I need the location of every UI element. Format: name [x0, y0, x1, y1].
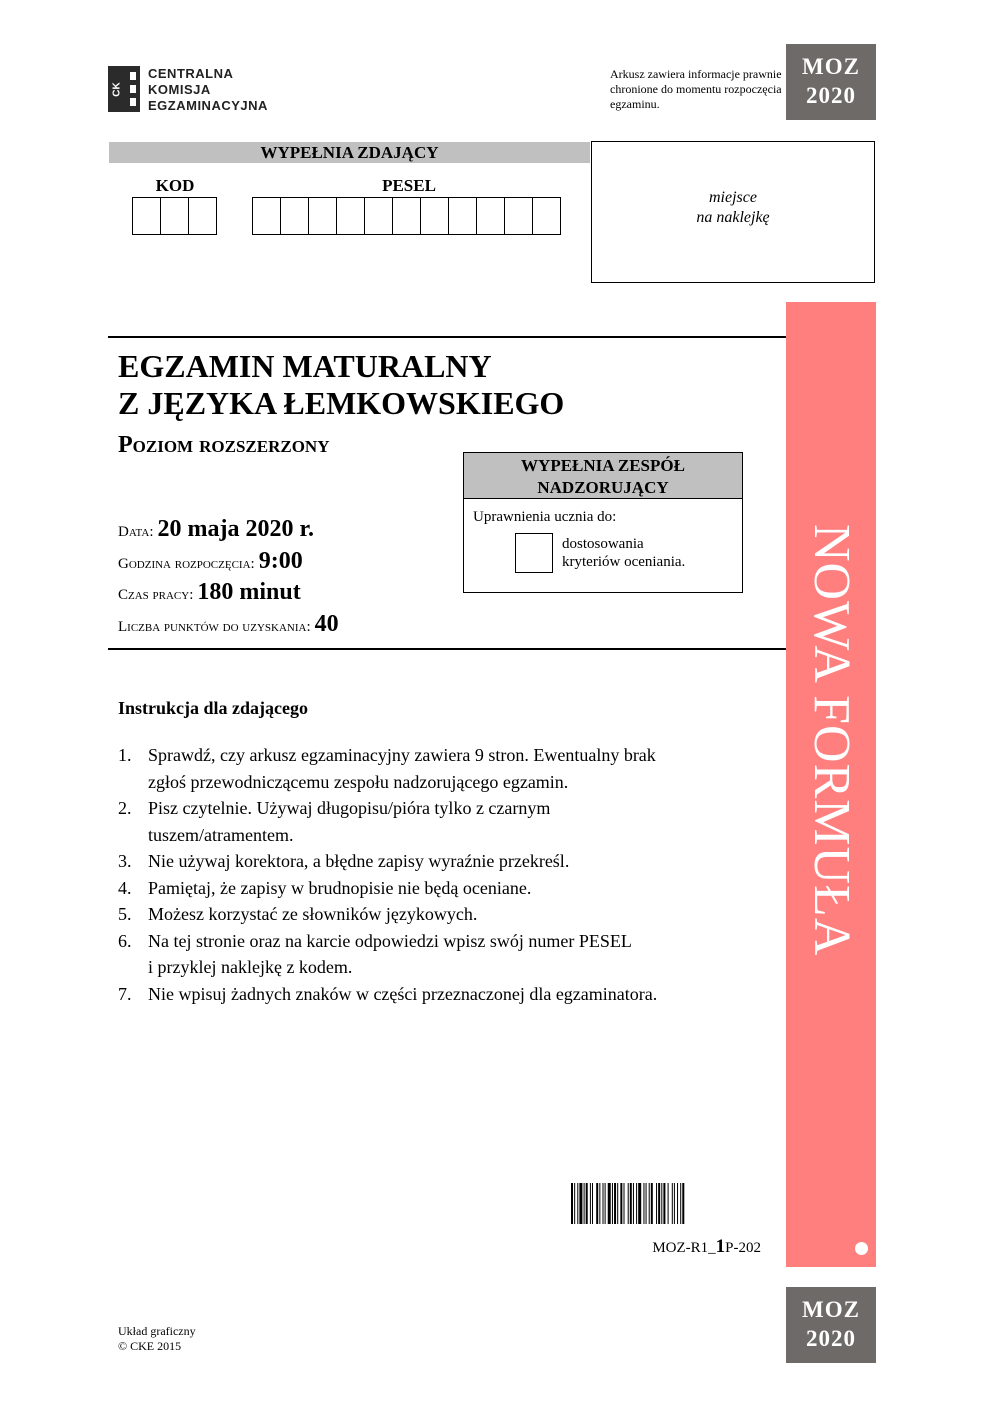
list-item [118, 981, 758, 1008]
item-line: zgłoś przewodniczącemu zespołu nadzorującego egzamin. [148, 771, 569, 792]
exam-code-line1: MOZ [802, 1297, 860, 1322]
pesel-box[interactable] [365, 197, 393, 235]
item-line: Sprawdź, czy arkusz egzaminacyjny zawiera 9 stron. Ewentualny brak [148, 745, 656, 765]
proctor-subtitle: Uprawnienia ucznia do: [473, 509, 617, 525]
pesel-input-boxes[interactable] [252, 197, 561, 235]
logo-line-2: KOMISJA [148, 82, 211, 97]
instructions-title: Instrukcja dla zdającego [118, 698, 308, 718]
exam-start-time [118, 548, 303, 575]
item-number: 6. [118, 930, 132, 951]
sticker-line2: na naklejkę [696, 209, 770, 226]
detail-label: Liczba punktów do uzyskania: [118, 619, 311, 635]
proctor-section-header [464, 453, 742, 499]
code-suffix: P-202 [725, 1240, 761, 1256]
pesel-box[interactable] [337, 197, 365, 235]
kod-label: KOD [155, 176, 195, 195]
footer-line2: © CKE 2015 [118, 1339, 182, 1353]
item-line: Możesz korzystać ze słowników językowych. [148, 904, 478, 924]
pesel-box[interactable] [309, 197, 337, 235]
detail-value: 40 [314, 611, 339, 637]
pesel-box[interactable] [449, 197, 477, 235]
logo-line-3: EGZAMINACYJNA [148, 98, 268, 113]
cke-logo [108, 66, 308, 114]
exam-title-line2: Z JĘZYKA ŁEMKOWSKIEGO [118, 385, 565, 421]
exam-title-line1: EGZAMIN MATURALNY [118, 348, 492, 384]
list-item [118, 848, 758, 875]
footer [118, 1324, 196, 1354]
proctor-section [463, 452, 743, 593]
kod-box[interactable] [189, 197, 217, 235]
item-number: 3. [118, 851, 132, 871]
protected-info-note: Arkusz zawiera informacje prawnie chronione do momentu rozpoczęcia egzaminu. [610, 67, 782, 111]
option-line1: dostosowania [562, 536, 644, 552]
new-formula-band [786, 302, 876, 1267]
item-line: Pamiętaj, że zapisy w brudnopisie nie będą oceniane. [148, 877, 532, 898]
pesel-box[interactable] [421, 197, 449, 235]
title-divider-top [108, 336, 786, 338]
pesel-box[interactable] [533, 197, 561, 235]
pesel-box[interactable] [281, 197, 309, 235]
barcode-code [571, 1236, 761, 1258]
exam-code-line2: 2020 [806, 83, 856, 108]
item-line: Pisz czytelnie. Używaj długopisu/pióra tylko z czarnym [148, 798, 551, 818]
logo-line-1: CENTRALNA [148, 66, 234, 81]
kod-box[interactable] [133, 197, 161, 235]
new-formula-text: NOWA FORMUŁA [803, 524, 860, 957]
pesel-label: PESEL [382, 176, 436, 195]
item-number: 7. [118, 983, 132, 1004]
list-item [118, 875, 758, 902]
sticker-line1: miejsce [709, 189, 757, 206]
logo-mark-text: CK [111, 82, 123, 97]
list-item [118, 928, 758, 981]
proctor-header-line1: WYPEŁNIA ZESPÓŁ [521, 456, 685, 475]
item-line: Nie wpisuj żadnych znaków w części przeznaczonej dla egzaminatora. [148, 983, 658, 1004]
pesel-box[interactable] [505, 197, 533, 235]
exam-level: Poziom rozszerzony [118, 432, 330, 458]
cke-logo-mark [108, 66, 140, 112]
band-dot [855, 1242, 868, 1255]
exam-code-box-bottom [786, 1287, 876, 1363]
proctor-header-line2: NADZORUJĄCY [537, 478, 669, 497]
instructions-list [118, 742, 758, 1007]
adjusted-criteria-checkbox[interactable] [515, 533, 553, 573]
item-number: 1. [118, 745, 132, 765]
pesel-box[interactable] [253, 197, 281, 235]
item-number: 2. [118, 798, 132, 818]
kod-input-boxes[interactable] [132, 197, 217, 235]
item-line: tuszem/atramentem. [148, 824, 294, 845]
barcode [571, 1183, 761, 1224]
detail-label: Data: [118, 524, 154, 540]
exam-points [118, 611, 339, 638]
item-number: 4. [118, 877, 132, 898]
option-line2: kryteriów oceniania. [562, 554, 686, 570]
exam-duration [118, 579, 301, 606]
detail-label: Czas pracy: [118, 587, 194, 603]
exam-code-line2: 2020 [806, 1326, 856, 1351]
exam-title [118, 348, 564, 422]
item-line: Na tej stronie oraz na karcie odpowiedzi wpisz swój numer PESEL [148, 930, 632, 951]
item-line: i przyklej naklejkę z kodem. [148, 957, 353, 977]
exam-date [118, 516, 314, 543]
item-line: Nie używaj korektora, a błędne zapisy wyraźnie przekreśl. [148, 851, 570, 871]
adjusted-criteria-label [562, 535, 685, 571]
exam-code-line1: MOZ [802, 54, 860, 79]
detail-value: 20 maja 2020 r. [157, 516, 314, 542]
kod-box[interactable] [161, 197, 189, 235]
candidate-section-header: WYPEŁNIA ZDAJĄCY [109, 142, 590, 163]
title-divider-bottom [108, 648, 786, 650]
detail-value: 180 minut [197, 579, 301, 605]
footer-line1: Układ graficzny [118, 1324, 196, 1338]
pesel-box[interactable] [393, 197, 421, 235]
code-bold: 1 [715, 1236, 726, 1257]
sticker-placeholder [591, 141, 875, 283]
exam-code-box-top [786, 44, 876, 120]
list-item [118, 742, 758, 795]
list-item [118, 901, 758, 928]
detail-label: Godzina rozpoczęcia: [118, 556, 255, 572]
detail-value: 9:00 [258, 548, 303, 574]
code-prefix: MOZ-R1_ [652, 1240, 716, 1256]
item-number: 5. [118, 904, 132, 924]
pesel-box[interactable] [477, 197, 505, 235]
list-item [118, 795, 758, 848]
